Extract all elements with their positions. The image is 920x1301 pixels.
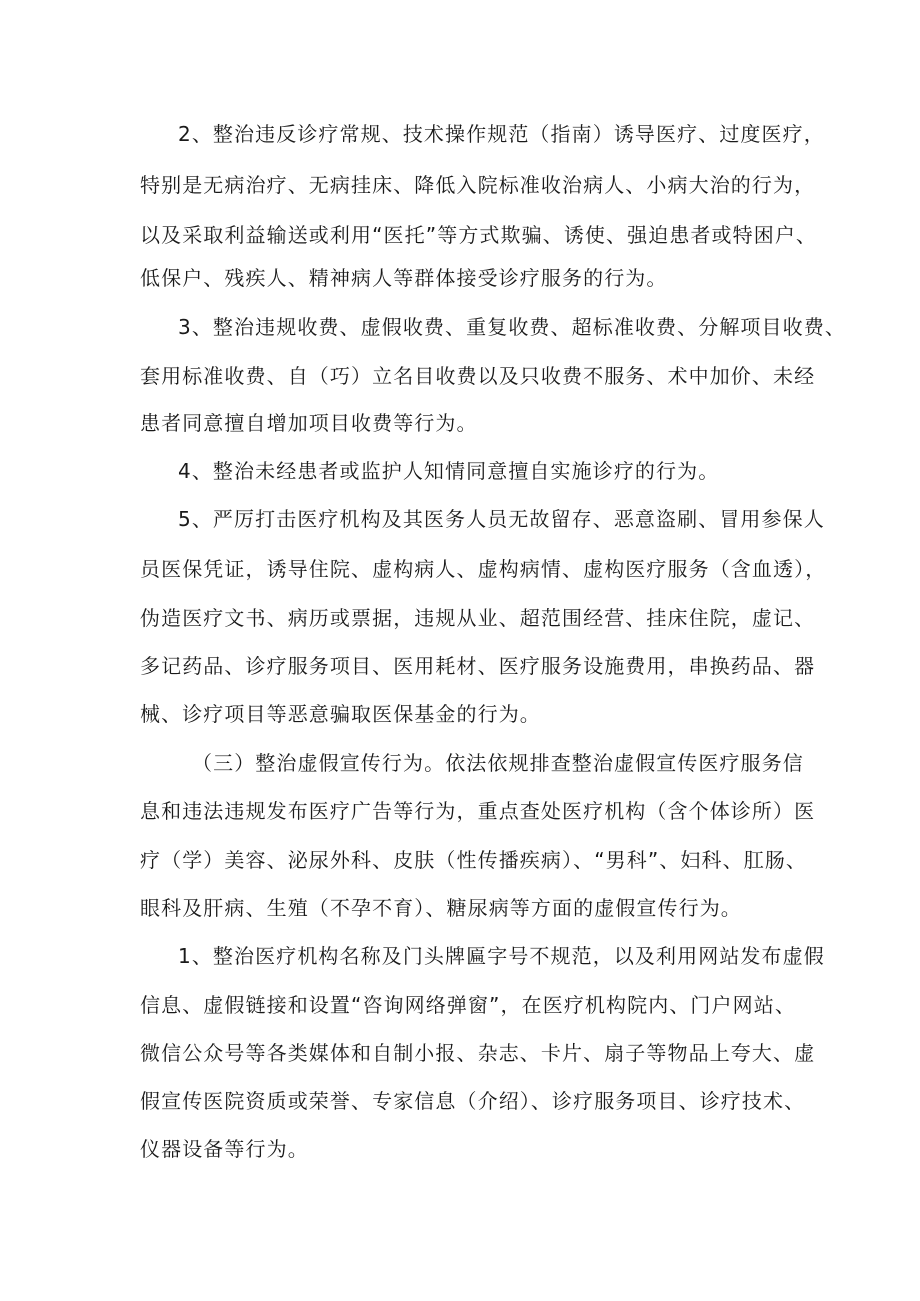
- text-line: 微信公众号等各类媒体和自制小报、杂志、卡片、扇子等物品上夸大、虚: [140, 1041, 816, 1065]
- text-line: 多记药品、诊疗服务项目、医用耗材、医疗服务设施费用，串换药品、器: [140, 654, 816, 678]
- text-line: 假宣传医院资质或荣誉、专家信息（介绍）、诊疗服务项目、诊疗技术、: [140, 1089, 806, 1113]
- text-line: 息和违法违规发布医疗广告等行为，重点查处医疗机构（含个体诊所）医: [140, 799, 816, 823]
- text-line: 械、诊疗项目等恶意骗取医保基金的行为。: [140, 702, 541, 726]
- text-line: （三）整治虚假宣传行为。依法依规排查整治虚假宣传医疗服务信: [192, 751, 804, 775]
- text-line: 1、整治医疗机构名称及门头牌匾字号不规范，以及利用网站发布虚假: [178, 944, 825, 968]
- text-line: 4、整治未经患者或监护人知情同意擅自实施诊疗的行为。: [178, 459, 720, 483]
- text-line: 患者同意擅自增加项目收费等行为。: [140, 411, 478, 435]
- text-line: 5、严厉打击医疗机构及其医务人员无故留存、恶意盗刷、冒用参保人: [178, 507, 825, 531]
- text-line: 2、整治违反诊疗常规、技术操作规范（指南）诱导医疗、过度医疗，: [178, 122, 825, 146]
- text-line: 低保户、残疾人、精神病人等群体接受诊疗服务的行为。: [140, 266, 668, 290]
- text-line: 3、整治违规收费、虚假收费、重复收费、超标准收费、分解项目收费、: [178, 315, 846, 339]
- text-line: 仪器设备等行为。: [140, 1137, 309, 1161]
- text-line: 以及采取利益输送或利用“医托”等方式欺骗、诱使、强迫患者或特困户、: [140, 223, 818, 247]
- text-line: 信息、虚假链接和设置“咨询网络弹窗”，在医疗机构院内、门户网站、: [140, 993, 796, 1017]
- text-line: 疗（学）美容、泌尿外科、皮肤（性传播疾病）、“男科”、妇科、肛肠、: [140, 848, 808, 872]
- text-line: 特别是无病治疗、无病挂床、降低入院标准收治病人、小病大治的行为，: [140, 173, 816, 197]
- text-line: 员医保凭证，诱导住院、虚构病人、虚构病情、虚构医疗服务（含血透），: [140, 557, 827, 581]
- text-line: 眼科及肝病、生殖（不孕不育）、糖尿病等方面的虚假宣传行为。: [140, 896, 742, 920]
- text-line: 伪造医疗文书、病历或票据，违规从业、超范围经营、挂床住院，虚记、: [140, 606, 816, 630]
- text-line: 套用标准收费、自（巧）立名目收费以及只收费不服务、术中加价、未经: [140, 364, 816, 388]
